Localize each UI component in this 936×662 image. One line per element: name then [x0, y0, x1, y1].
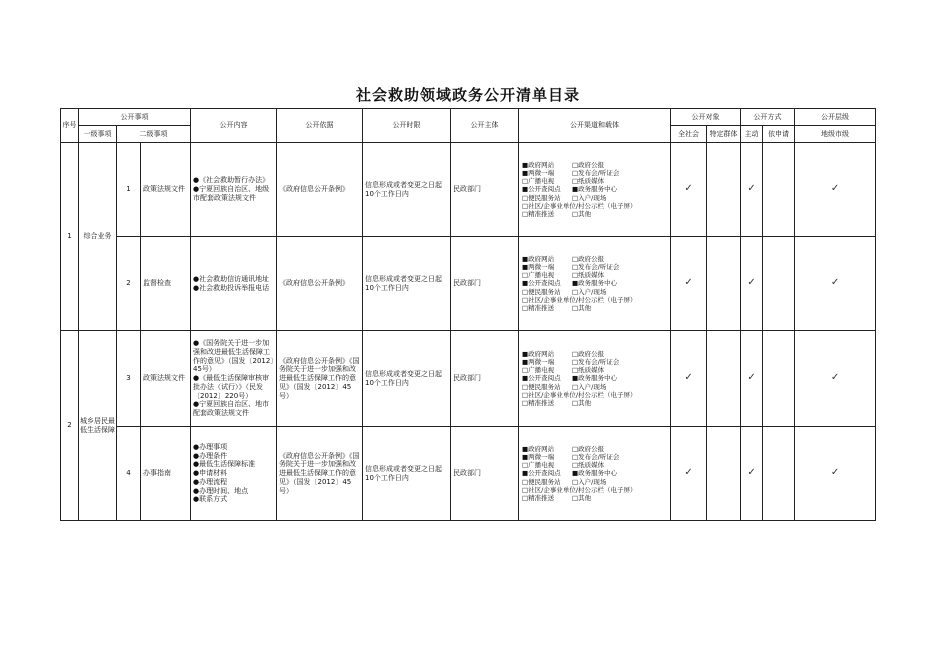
- channel-option: □精准推送: [522, 493, 555, 502]
- channel-option: □入户/现场: [572, 382, 607, 391]
- header-seq: 序号: [61, 109, 79, 143]
- content-bullet: ●办理事项: [193, 442, 228, 451]
- channel-list: [520, 350, 669, 407]
- channel-option: ■政务服务中心: [572, 185, 618, 194]
- empty-cell: [707, 427, 741, 521]
- table-row: [61, 331, 876, 427]
- check-mark: ✓: [795, 331, 876, 427]
- content-bullet: ●《社会救助暂行办法》: [193, 176, 270, 185]
- basis-cell: 《政府信息公开条例》: [277, 237, 363, 331]
- channel-option: □其他: [572, 303, 592, 312]
- group-seq: 1: [61, 143, 79, 331]
- row-number: 1: [117, 143, 141, 237]
- timing-cell: 信息形成或者变更之日起10个工作日内: [363, 143, 451, 237]
- content-bullet: ●申请材料: [193, 469, 228, 478]
- content-bullet: ●宁夏回族自治区、地市配套政策法规文件: [193, 400, 270, 418]
- channel-option: ■政府网站: [522, 350, 555, 359]
- subject-cell: 民政部门: [451, 143, 519, 237]
- channel-option: □便民服务站: [522, 477, 561, 486]
- check-mark: ✓: [795, 143, 876, 237]
- channel-list: [520, 445, 669, 502]
- content-bullet: ●最低生活保障标准: [193, 460, 256, 469]
- empty-cell: [763, 237, 795, 331]
- channel-option: □发布会/听证会: [572, 263, 620, 272]
- timing-cell: 信息形成或者变更之日起10个工作日内: [363, 427, 451, 521]
- channel-option: ■两微一端: [522, 358, 555, 367]
- content-bullet: ●联系方式: [193, 495, 228, 504]
- channel-option: □便民服务站: [522, 382, 561, 391]
- channel-option: □广播电视: [522, 366, 555, 375]
- level2-item: 政策法规文件: [141, 143, 191, 237]
- channel-option: □纸质媒体: [572, 177, 605, 186]
- content-cell: [191, 427, 277, 521]
- header-specific: 特定群体: [707, 126, 741, 143]
- content-bullet: ●《最低生活保障审核审批办法（试行）》（民发〔2012〕220号）: [193, 374, 270, 400]
- content-bullet: ●宁夏回族自治区、地级市配套政策法规文件: [193, 185, 270, 202]
- channel-option: ■政务服务中心: [572, 279, 618, 288]
- channel-option: □其他: [572, 398, 592, 407]
- channel-option: □社区/企事业单位/村公示栏（电子屏）: [522, 295, 637, 304]
- content-cell: [191, 237, 277, 331]
- subject-cell: 民政部门: [451, 331, 519, 427]
- channel-option: □纸质媒体: [572, 461, 605, 470]
- content-cell: [191, 331, 277, 427]
- page-title: 社会救助领域政务公开清单目录: [355, 86, 580, 104]
- level2-item: 办事指南: [141, 427, 191, 521]
- channel-option: □便民服务站: [522, 287, 561, 296]
- channel-option: □政府公报: [572, 161, 605, 170]
- content-bullet: ●社会救助信访通讯地址: [193, 274, 270, 283]
- channel-option: □入户/现场: [572, 477, 607, 486]
- channel-option: □精准推送: [522, 303, 555, 312]
- channel-option: □纸质媒体: [572, 271, 605, 280]
- channel-option: ■政务服务中心: [572, 374, 618, 383]
- header-timing: 公开时限: [363, 109, 451, 143]
- empty-cell: [763, 331, 795, 427]
- empty-cell: [707, 143, 741, 237]
- check-mark: ✓: [671, 427, 707, 521]
- channel-list: [520, 161, 669, 218]
- channel-option: □精准推送: [522, 209, 555, 218]
- basis-cell: 《政府信息公开条例》: [277, 143, 363, 237]
- channel-option: ■公开查阅点: [522, 374, 561, 383]
- header-subject: 公开主体: [451, 109, 519, 143]
- channel-option: □政府公报: [572, 350, 605, 359]
- row-number: 3: [117, 331, 141, 427]
- channel-option: □政府公报: [572, 255, 605, 264]
- check-mark: ✓: [795, 427, 876, 521]
- header-basis: 公开依据: [277, 109, 363, 143]
- channel-option: ■两微一端: [522, 263, 555, 272]
- channel-option: □其他: [572, 493, 592, 502]
- content-bullet: ●办理条件: [193, 451, 228, 460]
- empty-cell: [707, 237, 741, 331]
- check-mark: ✓: [671, 143, 707, 237]
- empty-cell: [763, 427, 795, 521]
- level1-item: 综合业务: [79, 143, 117, 331]
- check-mark: ✓: [795, 237, 876, 331]
- row-number: 4: [117, 427, 141, 521]
- channel-option: ■政府网站: [522, 255, 555, 264]
- channel-option: ■政务服务中心: [572, 469, 618, 478]
- channel-cell: [519, 237, 671, 331]
- basis-cell: 《政府信息公开条例》《国务院关于进一步加强和改进最低生活保障工作的意见》（国发〔2012〕45号）: [277, 427, 363, 521]
- channel-option: □发布会/听证会: [572, 453, 620, 462]
- header-level1: 一级事项: [79, 126, 117, 143]
- group-seq: 2: [61, 331, 79, 521]
- check-mark: ✓: [671, 331, 707, 427]
- subject-cell: 民政部门: [451, 237, 519, 331]
- header-level2: 二级事项: [117, 126, 191, 143]
- empty-cell: [707, 331, 741, 427]
- table-row: [61, 427, 876, 521]
- row-number: 2: [117, 237, 141, 331]
- header-channel: 公开渠道和载体: [519, 109, 671, 143]
- channel-option: □广播电视: [522, 461, 555, 470]
- header-active: 主动: [741, 126, 763, 143]
- header-all-society: 全社会: [671, 126, 707, 143]
- channel-option: □社区/企事业单位/村公示栏（电子屏）: [522, 485, 637, 494]
- header-city: 地级市级: [795, 126, 876, 143]
- check-mark: ✓: [741, 143, 763, 237]
- level1-item: 城乡居民最低生活保障: [79, 331, 117, 521]
- channel-option: □政府公报: [572, 445, 605, 454]
- header-items: 公开事项: [79, 109, 191, 126]
- channel-option: □发布会/听证会: [572, 169, 620, 178]
- timing-cell: 信息形成或者变更之日起10个工作日内: [363, 331, 451, 427]
- channel-option: ■公开查阅点: [522, 185, 561, 194]
- channel-cell: [519, 331, 671, 427]
- header-target: 公开对象: [671, 109, 741, 126]
- channel-option: ■政府网站: [522, 445, 555, 454]
- content-bullet: ●社会救助投诉举报电话: [193, 283, 270, 292]
- empty-cell: [763, 143, 795, 237]
- channel-option: ■两微一端: [522, 453, 555, 462]
- content-bullet: ●办理时间、地点: [193, 486, 249, 495]
- check-mark: ✓: [741, 237, 763, 331]
- channel-option: □广播电视: [522, 177, 555, 186]
- channel-option: □纸质媒体: [572, 366, 605, 375]
- content-bullet: ●《国务院关于进一步加强和改进最低生活保障工作的意见》（国发〔2012〕45号）: [193, 339, 274, 374]
- header-method: 公开方式: [741, 109, 795, 126]
- channel-option: ■两微一端: [522, 169, 555, 178]
- channel-option: □发布会/听证会: [572, 358, 620, 367]
- channel-option: □精准推送: [522, 398, 555, 407]
- content-cell: [191, 143, 277, 237]
- header-level: 公开层级: [795, 109, 876, 126]
- check-mark: ✓: [741, 427, 763, 521]
- channel-option: ■公开查阅点: [522, 469, 561, 478]
- channel-option: □入户/现场: [572, 287, 607, 296]
- channel-cell: [519, 143, 671, 237]
- channel-option: □入户/现场: [572, 193, 607, 202]
- channel-option: □广播电视: [522, 271, 555, 280]
- check-mark: ✓: [741, 331, 763, 427]
- header-content: 公开内容: [191, 109, 277, 143]
- disclosure-table: [60, 108, 876, 521]
- content-bullet: ●办理流程: [193, 477, 228, 486]
- channel-option: ■政府网站: [522, 161, 555, 170]
- channel-list: [520, 255, 669, 312]
- table-row: [61, 237, 876, 331]
- table-row: [61, 143, 876, 237]
- header-on-request: 依申请: [763, 126, 795, 143]
- channel-option: □便民服务站: [522, 193, 561, 202]
- channel-option: □社区/企事业单位/村公示栏（电子屏）: [522, 201, 637, 210]
- level2-item: 政策法规文件: [141, 331, 191, 427]
- timing-cell: 信息形成或者变更之日起10个工作日内: [363, 237, 451, 331]
- channel-cell: [519, 427, 671, 521]
- subject-cell: 民政部门: [451, 427, 519, 521]
- channel-option: ■公开查阅点: [522, 279, 561, 288]
- check-mark: ✓: [671, 237, 707, 331]
- channel-option: □社区/企事业单位/村公示栏（电子屏）: [522, 390, 637, 399]
- level2-item: 监督检查: [141, 237, 191, 331]
- basis-cell: 《政府信息公开条例》《国务院关于进一步加强和改进最低生活保障工作的意见》（国发〔2012〕45号）: [277, 331, 363, 427]
- channel-option: □其他: [572, 209, 592, 218]
